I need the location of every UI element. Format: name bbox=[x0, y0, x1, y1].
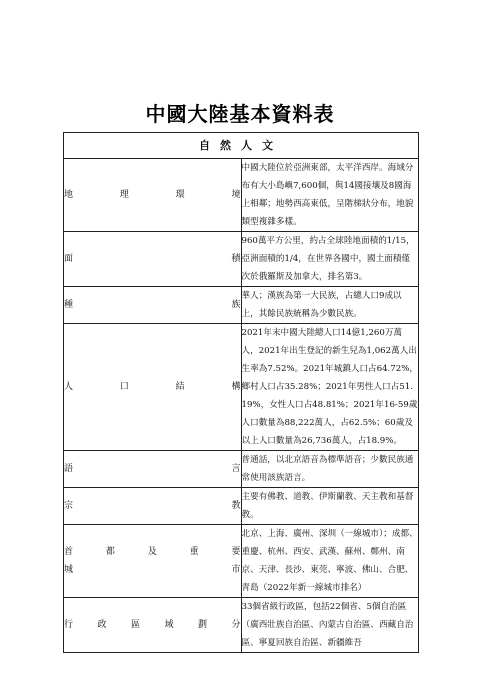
basic-info-table bbox=[63, 132, 419, 653]
table-row bbox=[64, 159, 419, 232]
row-value-administrative: 33個省級行政區，包括22個省、5個自治區（廣西壯族自治區、內蒙古自治區、西藏自治區、寧夏回族自治區、新疆維吾 bbox=[241, 598, 419, 653]
row-label-religion: 宗教 bbox=[64, 488, 242, 525]
row-value-ethnicity: 華人；漢族為第一大民族，占總人口9成以上，其餘民族統稱為少數民族。 bbox=[241, 287, 419, 324]
table-row bbox=[64, 324, 419, 451]
section-title: 自然人文 bbox=[64, 133, 419, 159]
table-row bbox=[64, 598, 419, 653]
row-value-area: 960萬平方公里，約占全球陸地面積的1/15，亞洲面積的1/4，在世界各國中，國土面積僅次於俄羅斯及加拿大，排名第3。 bbox=[241, 232, 419, 287]
row-value-geography: 中國大陸位於亞洲東部，太平洋西岸。海域分布有大小島嶼7,600個，與14國接壤及8國海上相鄰；地勢西高東低，呈階梯狀分布，地貌類型複雜多樣。 bbox=[241, 159, 419, 232]
row-label-ethnicity: 種族 bbox=[64, 287, 242, 324]
row-label-cities bbox=[64, 525, 242, 598]
row-label-cities-line-2: 城市 bbox=[64, 565, 241, 575]
row-value-religion: 主要有佛教、道教、伊斯蘭教、天主教和基督教。 bbox=[241, 488, 419, 525]
document-title: 中國大陸基本資料表 bbox=[145, 102, 335, 126]
row-label-cities-line-1: 首都及重要 bbox=[64, 547, 241, 557]
row-label-area: 面積 bbox=[64, 232, 242, 287]
section-header-row bbox=[64, 133, 419, 159]
row-label-geography: 地理環境 bbox=[64, 159, 242, 232]
table-row bbox=[64, 287, 419, 324]
row-label-language: 語言 bbox=[64, 451, 242, 488]
row-value-language: 普通話，以北京語音為標準語音；少數民族通常使用該族語言。 bbox=[241, 451, 419, 488]
row-label-administrative: 行政區域劃分 bbox=[64, 598, 242, 653]
row-value-population: 2021年末中國大陸總人口14億1,260万萬人，2021年出生登記的新生兒為1,062萬人出生率為7.52%。2021年城鎮人口占64.72%，鄉村人口占35.28%；2021年男性人口占51.19%，女性人口占48.81%；2021年16-59歲人口數量為88,222萬人，占62.5%；60歲及以上人口數量為26,736萬人，占18.9%。 bbox=[241, 324, 419, 451]
row-label-population: 人口結構 bbox=[64, 324, 242, 451]
row-value-cities: 北京、上海、廣州、深圳（一線城市）；成都、重慶、杭州、西安、武漢、蘇州、鄭州、南京、天津、長沙、東莞、寧波、佛山、合肥、青島（2022年新一線城市排名） bbox=[241, 525, 419, 598]
table-row bbox=[64, 488, 419, 525]
table-row bbox=[64, 451, 419, 488]
table-row bbox=[64, 232, 419, 287]
table-row bbox=[64, 525, 419, 598]
